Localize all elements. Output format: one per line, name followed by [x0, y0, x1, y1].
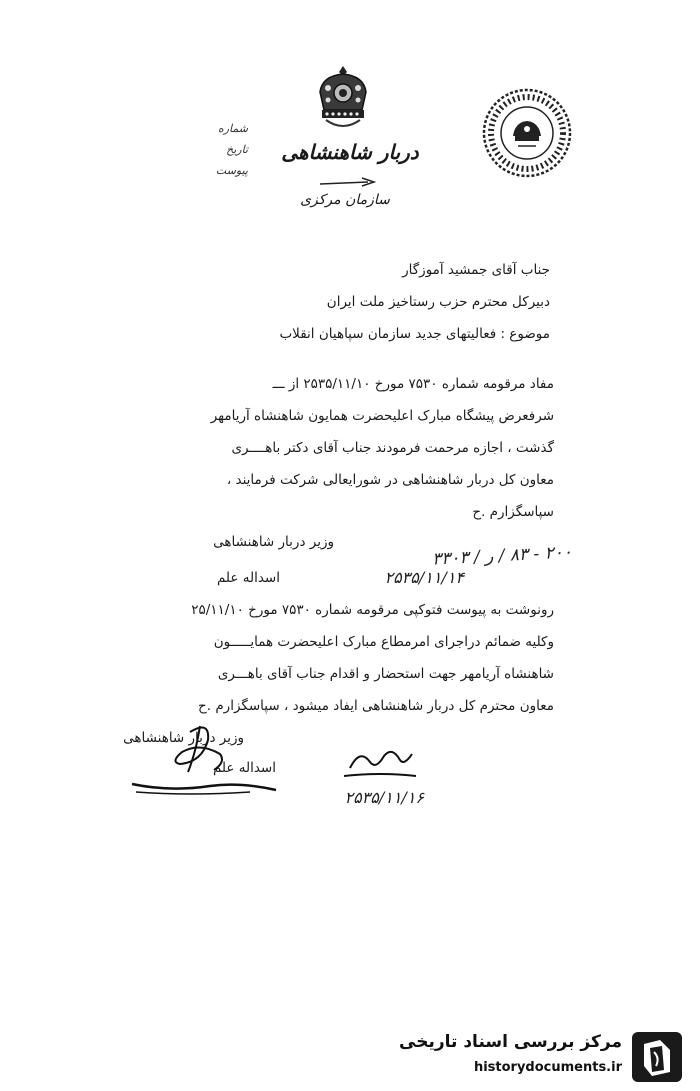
signatory-title: وزیر دربار شاهنشاهی — [213, 534, 334, 550]
crown-emblem — [312, 62, 374, 136]
date-label: تاریخ — [226, 143, 248, 156]
addressee-name: جناب آقای جمشید آموزگار — [402, 262, 550, 278]
body-line: معاون کل دربار شاهنشاهی در شورایعالی شرکت فرمایند ، — [226, 472, 554, 488]
addressee-title: دبیرکل محترم حزب رستاخیز ملت ایران — [326, 294, 550, 310]
copy-signatory-name: اسداله علم — [212, 760, 276, 776]
handwritten-signature-alam — [130, 712, 280, 802]
copy-line: رونوشت به پیوست فتوکپی مرقومه شماره ۷۵۳۰ مورخ ۲۵/۱۱/۱۰ — [191, 602, 554, 618]
handwritten-date: ۲۵۳۵/۱۱/۱۴ — [384, 568, 464, 587]
handwritten-initials — [340, 742, 420, 782]
copy-line: شاهنشاه آریامهر جهت استحضار و اقدام جناب آقای باهـــری — [217, 666, 554, 682]
division-name: سازمان مرکزی — [300, 192, 390, 208]
archive-name: مرکز بررسی اسناد تاریخی — [399, 1032, 622, 1052]
royal-seal-icon — [482, 88, 572, 178]
title-underline — [318, 176, 378, 188]
organization-title: دربار شاهنشاهی — [281, 140, 419, 164]
subject-line: موضوع : فعالیتهای جدید سازمان سپاهیان انقلاب — [279, 326, 550, 342]
number-label: شماره — [217, 122, 248, 135]
body-line: مفاد مرقومه شماره ۷۵۳۰ مورخ ۲۵۳۵/۱۱/۱۰ از ـــ — [272, 376, 554, 392]
archive-url: historydocuments.ir — [473, 1060, 622, 1075]
signatory-name: اسداله علم — [216, 570, 280, 586]
body-line: گذشت ، اجازه مرحمت فرمودند جناب آقای دکتر باهــــری — [231, 440, 554, 456]
letter-metadata-labels — [188, 118, 248, 181]
copy-line: وکلیه ضمائم دراجرای امرمطاع مبارک اعلیحضرت همایـــــون — [213, 634, 554, 650]
handwritten-reference-number: ۲۰۰ - ۸۳ / ر / ۳۳۰۳ — [431, 542, 573, 570]
body-line: سپاسگزارم .ح — [472, 504, 554, 520]
archive-footer — [399, 1026, 688, 1086]
handwritten-copy-date: ۲۵۳۵/۱۱/۱۶ — [344, 788, 424, 807]
attachment-label: پیوست — [215, 164, 248, 177]
archive-logo-icon — [630, 1030, 684, 1084]
copy-signatory-title: وزیر دربار شاهنشاهی — [123, 730, 244, 746]
body-line: شرفعرض پیشگاه مبارک اعلیحضرت همایون شاهنشاه آریامهر — [210, 408, 554, 424]
copy-line: معاون محترم کل دربار شاهنشاهی ایفاد میشود ، سپاسگزارم .ح — [198, 698, 554, 714]
